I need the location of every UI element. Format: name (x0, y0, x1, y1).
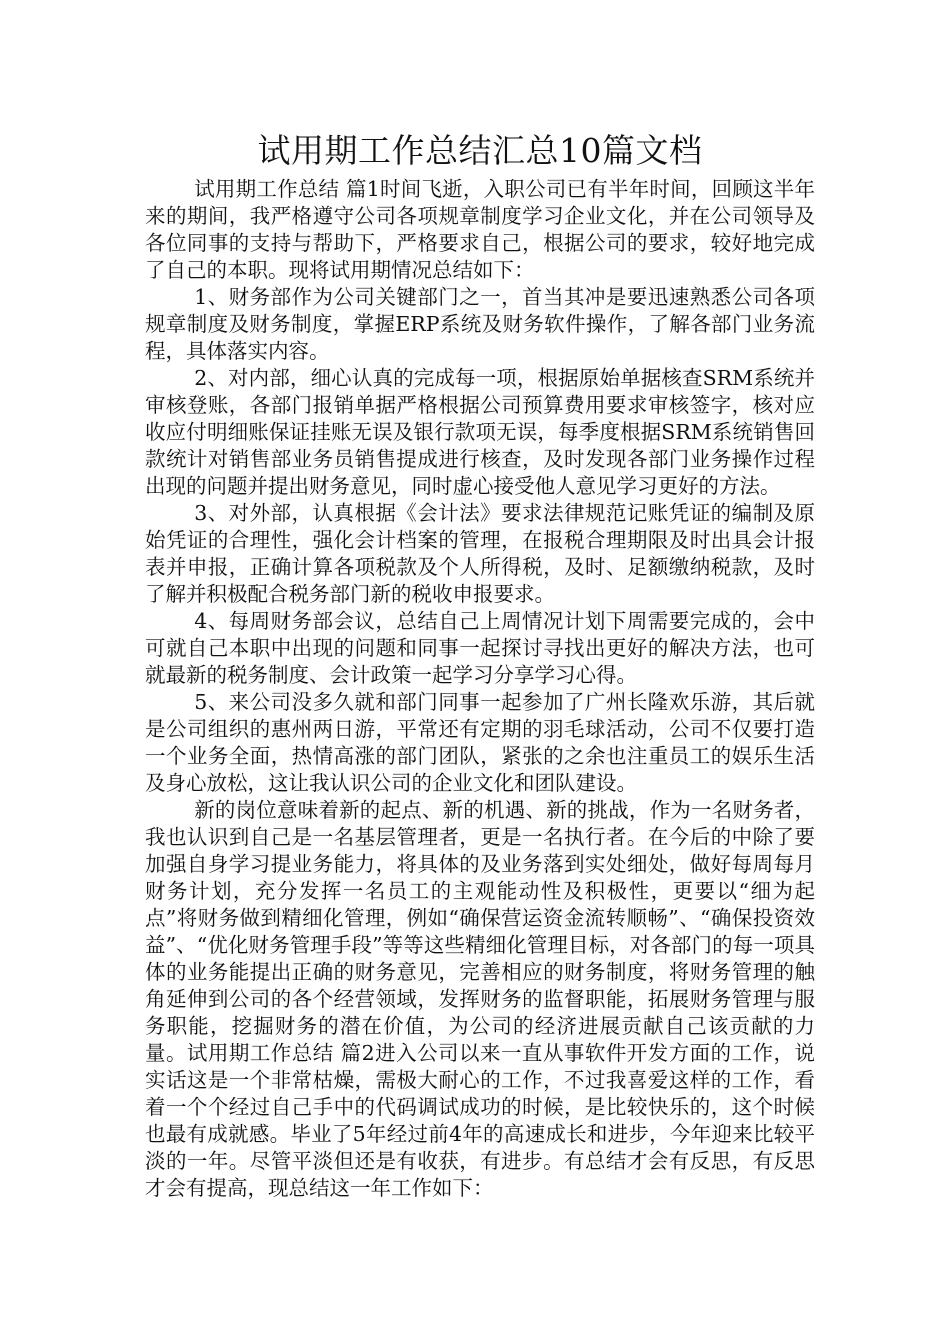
paragraph-item-3: 3、对外部，认真根据《会计法》要求法律规范记账凭证的编制及原始凭证的合理性，强化会计档案的管理，在报税合理期限及时出具会计报表并申报，正确计算各项税款及个人所得税，及时、足额缴纳税款，及时了解并积极配合税务部门新的税收申报要求。 (145, 501, 815, 606)
paragraph-item-4: 4、每周财务部会议，总结自己上周情况计划下周需要完成的，会中可就自己本职中出现的问题和同事一起探讨寻找出更好的解决方法，也可就最新的税务制度、会计政策一起学习分享学习心得。 (145, 609, 815, 687)
document-page (145, 128, 815, 1202)
paragraph-item-5: 5、来公司没多久就和部门同事一起参加了广州长隆欢乐游，其后就是公司组织的惠州两日游，平常还有定期的羽毛球活动，公司不仅要打造一个业务全面，热情高涨的部门团队，紧张的之余也注重员工的娱乐生活及身心放松，这让我认识公司的企业文化和团队建设。 (145, 690, 815, 795)
paragraph-conclusion: 新的岗位意味着新的起点、新的机遇、新的挑战，作为一名财务者，我也认识到自己是一名基层管理者，更是一名执行者。在今后的中除了要加强自身学习提业务能力，将具体的及业务落到实处细处，做好每周每月财务计划，充分发挥一名员工的主观能动性及积极性，更要以“细为起点”将财务做到精细化管理，例如“确保营运资金流转顺畅”、“确保投资效益”、“优化财务管理手段”等等这些精细化管理目标，对各部门的每一项具体的业务能提出正确的财务意见，完善相应的财务制度，将财务管理的触角延伸到公司的各个经营领域，发挥财务的监督职能，拓展财务管理与服务职能，挖掘财务的潜在价值，为公司的经济进展贡献自己该贡献的力量。试用期工作总结 篇2进入公司以来一直从事软件开发方面的工作，说实话这是一个非常枯燥，需极大耐心的工作，不过我喜爱这样的工作，看着一个个经过自己手中的代码调试成功的时候，是比较快乐的，这个时候也最有成就感。毕业了5年经过前4年的高速成长和进步，今年迎来比较平淡的一年。尽管平淡但还是有收获，有进步。有总结才会有反思，有反思才会有提高，现总结这一年工作如下： (145, 798, 815, 1200)
document-body (145, 176, 815, 1202)
paragraph-item-2: 2、对内部，细心认真的完成每一项，根据原始单据核查SRM系统并审核登账，各部门报销单据严格根据公司预算费用要求审核签字，核对应收应付明细账保证挂账无误及银行款项无误，每季度根据SRM系统销售回款统计对销售部业务员销售提成进行核查，及时发现各部门业务操作过程出现的问题并提出财务意见，同时虚心接受他人意见学习更好的方法。 (145, 366, 815, 498)
paragraph-intro: 试用期工作总结 篇1时间飞逝，入职公司已有半年时间，回顾这半年来的期间，我严格遵守公司各项规章制度学习企业文化，并在公司领导及各位同事的支持与帮助下，严格要求自己，根据公司的要求，较好地完成了自己的本职。现将试用期情况总结如下： (145, 177, 815, 282)
document-title: 试用期工作总结汇总10篇文档 (257, 131, 703, 170)
paragraph-item-1: 1、财务部作为公司关键部门之一，首当其冲是要迅速熟悉公司各项规章制度及财务制度，掌握ERP系统及财务软件操作，了解各部门业务流程，具体落实内容。 (145, 285, 815, 363)
